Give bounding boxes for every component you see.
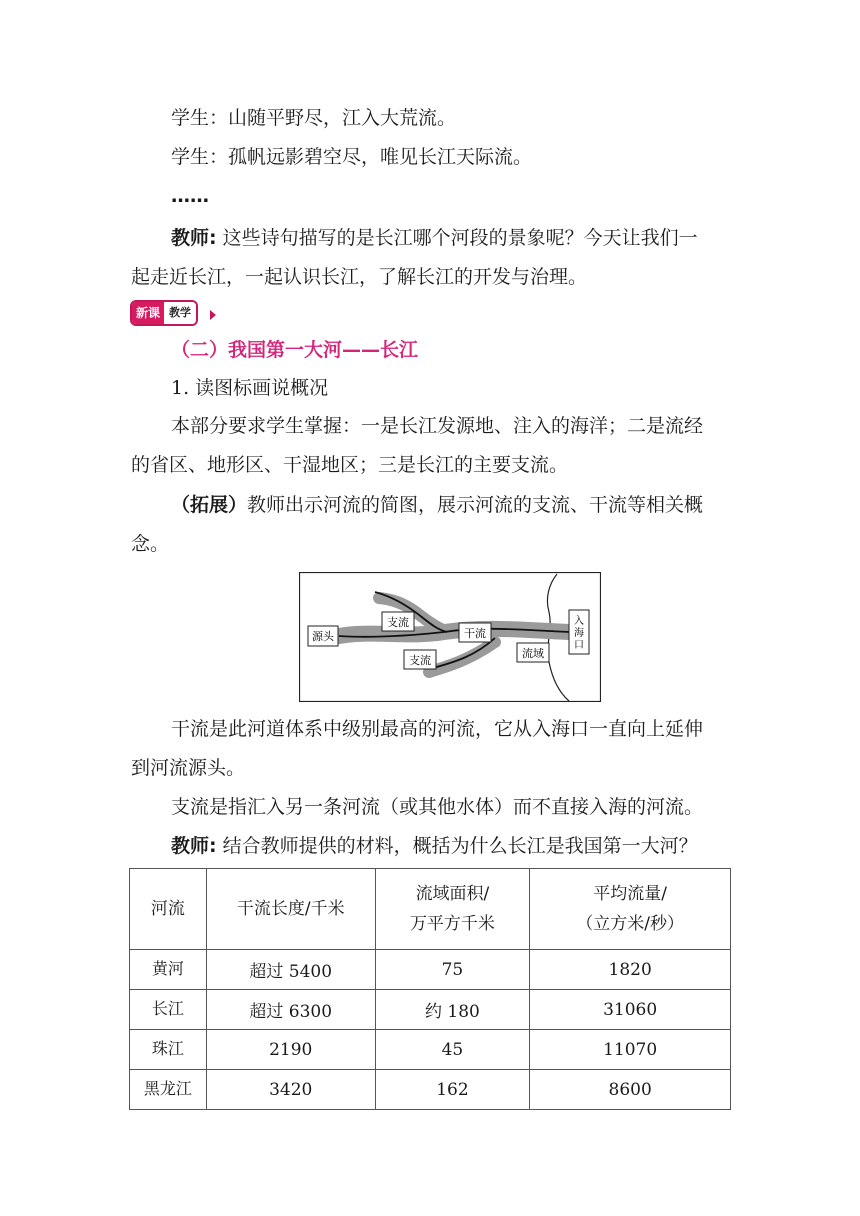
badge-part2: 教学 <box>164 302 196 324</box>
cell-area: 约 180 <box>375 990 530 1030</box>
label-tributary-bottom: 支流 <box>409 654 431 667</box>
teacher-text-1: 这些诗句描写的是长江哪个河段的景象呢？今天让我们一 <box>222 227 698 249</box>
extension-text-1: 教师出示河流的简图，展示河流的支流、干流等相关概 <box>247 494 704 516</box>
table-row <box>130 990 731 1030</box>
cell-flow: 1820 <box>530 950 731 990</box>
label-basin: 流域 <box>522 647 544 660</box>
cell-river: 长江 <box>130 990 207 1030</box>
cell-flow: 11070 <box>530 1030 731 1070</box>
label-source: 源头 <box>312 630 334 643</box>
label-tributary-top: 支流 <box>387 616 409 629</box>
new-lesson-badge <box>130 300 198 326</box>
cell-area: 162 <box>375 1070 530 1110</box>
para-teacher-2 <box>171 834 698 858</box>
cell-area: 45 <box>375 1030 530 1070</box>
para-extension-1 <box>171 493 703 517</box>
para-student-1: 学生：山随平野尽，江入大荒流。 <box>171 107 457 129</box>
para-tributary: 支流是指汇入另一条河流（或其他水体）而不直接入海的河流。 <box>171 796 704 818</box>
para-teacher-1-cont: 起走近长江，一起认识长江，了解长江的开发与治理。 <box>131 266 588 288</box>
cell-length: 超过 5400 <box>206 950 375 990</box>
header-flow: 平均流量/ （立方米/秒） <box>530 869 731 950</box>
table-row <box>130 1030 731 1070</box>
badge-part1: 新课 <box>132 302 164 324</box>
para-teacher-1 <box>171 226 698 250</box>
teacher-label-2: 教师: <box>171 835 217 857</box>
section-title: （二）我国第一大河——长江 <box>171 339 419 361</box>
header-length: 干流长度/千米 <box>206 869 375 950</box>
extension-label: （拓展） <box>171 494 248 516</box>
cell-river: 珠江 <box>130 1030 207 1070</box>
para-mainstream-2: 到河流源头。 <box>131 757 246 779</box>
cell-length: 2190 <box>206 1030 375 1070</box>
para-student-2: 学生：孤帆远影碧空尽，唯见长江天际流。 <box>171 146 533 168</box>
cell-river: 黄河 <box>130 950 207 990</box>
cell-area: 75 <box>375 950 530 990</box>
table-row <box>130 1070 731 1110</box>
para-requirement-1: 本部分要求学生掌握：一是长江发源地、注入的海洋；二是流经 <box>171 415 704 437</box>
label-mainstream: 干流 <box>464 627 486 640</box>
teacher-question: 结合教师提供的材料，概括为什么长江是我国第一大河？ <box>222 835 698 857</box>
table-header-row <box>130 869 731 950</box>
para-mainstream-1: 干流是此河道体系中级别最高的河流，它从入海口一直向上延伸 <box>171 718 704 740</box>
para-ellipsis: …… <box>171 185 209 207</box>
header-river: 河流 <box>130 869 207 950</box>
cell-flow: 8600 <box>530 1070 731 1110</box>
river-comparison-table <box>129 868 731 1110</box>
label-mouth-1: 入 <box>574 616 584 627</box>
subsection-heading: 1. 读图标画说概况 <box>171 377 329 399</box>
river-diagram <box>299 572 601 702</box>
cell-flow: 31060 <box>530 990 731 1030</box>
cell-length: 超过 6300 <box>206 990 375 1030</box>
badge-tail <box>210 310 216 320</box>
cell-length: 3420 <box>206 1070 375 1110</box>
label-mouth-2: 海 <box>574 628 584 639</box>
table-row <box>130 950 731 990</box>
header-area: 流域面积/ 万平方千米 <box>375 869 530 950</box>
para-requirement-2: 的省区、地形区、干湿地区；三是长江的主要支流。 <box>131 454 569 476</box>
cell-river: 黑龙江 <box>130 1070 207 1110</box>
para-extension-2: 念。 <box>131 533 170 555</box>
label-mouth-3: 口 <box>574 640 584 651</box>
teacher-label: 教师: <box>171 227 217 249</box>
